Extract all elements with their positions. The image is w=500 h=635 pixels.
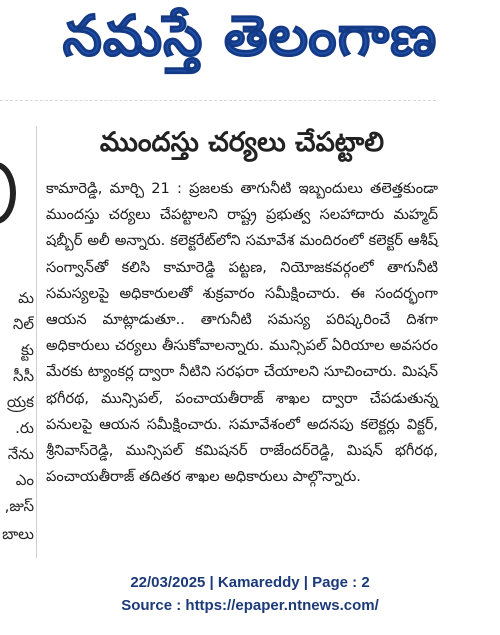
left-column-letter-arc: [0, 162, 16, 224]
masthead-divider: [0, 100, 436, 101]
masthead: [0, 0, 500, 96]
left-column-line: నేను: [7, 445, 34, 463]
article-headline: ముందస్తు చర్యలు చేపట్టాలి: [99, 127, 385, 158]
left-column-line: బాలు: [2, 525, 34, 543]
column-divider: [36, 126, 37, 558]
left-column-line: క్టు: [20, 341, 34, 359]
caption-date-line: 22/03/2025 | Kamareddy | Page : 2: [130, 574, 370, 591]
left-column-line: మ: [18, 289, 34, 307]
article-body: కామారెడ్డి, మార్చి 21 : ప్రజలకు తాగునీటి ఇబ్బందులు తలెత్తకుండా ముందస్తు చర్యలు చేపట్టాలని రాష్ట్ర ప్రభుత్వ సలహాదారు మహ్మద్ షబ్బీర్ అలీ అన్నారు. కలెక్టరేట్‌లోని సమావేశ మందిరంలో కలెక్టర్ ఆశీష్ సంగ్వాన్‌తో కలిసి కామారెడ్డి పట్టణ, నియోజకవర్గంలో తాగునీటి సమస్యలపై అధికారులతో శుక్రవారం సమీక్షించారు. ఈ సందర్భంగా ఆయన మాట్లాడుతూ.. తాగునీటి సమస్య పరిష్కరించే దిశగా అధికారులు చర్యలు తీసుకోవాలన్నారు. మున్సిపల్ ఏరియాల అవసరం మేరకు ట్యాంకర్ల ద్వారా నీటిని సరఫరా చేయాలని సూచించారు. మిషన్ భగీరథ, మున్సిపల్, పంచాయతీరాజ్ శాఖల ద్వారా చేపడుతున్న పనులపై ఆయన సమీక్షించారు. సమావేశంలో అదనపు కలెక్టర్లు విక్టర్, శ్రీనివాస్‌రెడ్డి, మున్సిపల్ కమిషనర్ రాజేందర్‌రెడ్డి, మిషన్ భగీరథ, పంచాయతీరాజ్ తదితర శాఖల అధికారులు పాల్గొన్నారు.: [46, 180, 438, 486]
left-column-fragment: [0, 126, 34, 558]
left-column-line: సీసీ: [12, 367, 34, 385]
caption-source-line: Source : https://epaper.ntnews.com/: [121, 597, 379, 614]
left-column-line: య్రక: [6, 393, 34, 411]
left-column-line: నిల్: [12, 315, 34, 333]
left-column-line: ఎం: [15, 471, 34, 489]
masthead-title: నమస్తే తెలంగాణ: [62, 4, 438, 69]
left-column-line: రు.: [15, 419, 34, 437]
left-column-line: జుస్,: [4, 497, 34, 515]
